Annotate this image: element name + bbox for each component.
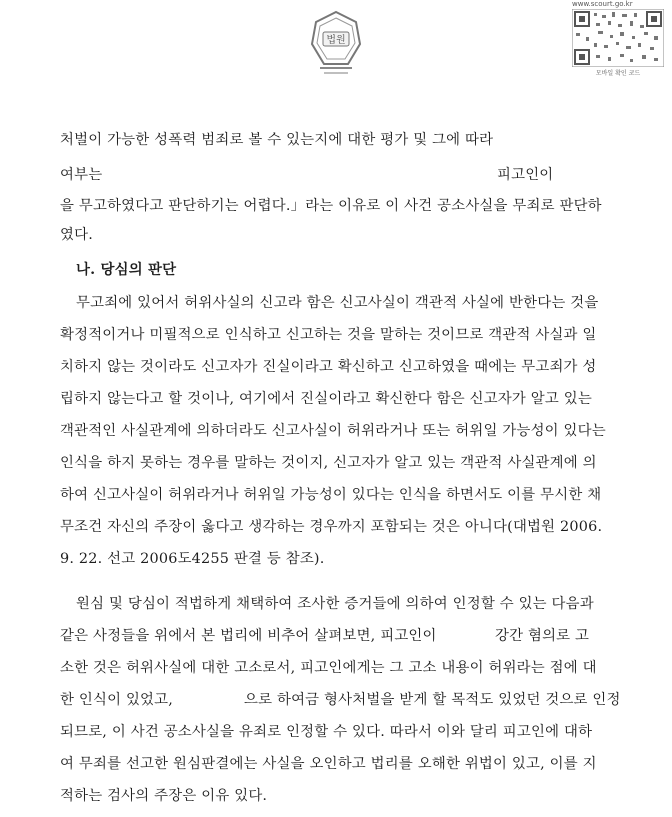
text-line: 되므로, 이 사건 공소사실을 유죄로 인정할 수 있다. 따라서 이와 달리 피고인에 대하 [60, 724, 593, 740]
text-line-fragment: 강간 혐의로 고 [495, 628, 590, 644]
text-line: 을 무고하였다고 판단하기는 어렵다.」라는 이유로 이 사건 공소사실을 무죄로 판단하 [60, 198, 602, 214]
text-line: 처벌이 가능한 성폭력 범죄로 볼 수 있는지에 대한 평가 및 그에 따라 [60, 132, 494, 148]
text-line: 였다. [60, 227, 93, 243]
section-heading: 나. 당심의 판단 [76, 261, 177, 278]
text-line: 9. 22. 선고 2006도4255 판결 등 참조). [60, 551, 325, 567]
text-line: 치하지 않는 것이라도 신고자가 진실이라고 확신하고 신고하였을 때에는 무고죄가 성 [60, 359, 597, 375]
qr-url: www.scourt.go.kr [572, 0, 633, 8]
court-seal-icon [306, 8, 366, 78]
text-line-fragment: 피고인이 [497, 167, 554, 183]
text-line: 같은 사정들을 위에서 본 법리에 비추어 살펴보면, 피고인이 [60, 628, 437, 644]
text-line: 하여 신고사실이 허위라거나 허위일 가능성이 있다는 인식을 하면서도 이를 무시한 채 [60, 487, 602, 503]
text-line: 여부는 [60, 167, 103, 183]
qr-code-icon [572, 9, 664, 67]
qr-caption: 모바일 확인 코드 [595, 70, 641, 77]
text-line: 여 무죄를 선고한 원심판결에는 사실을 오인하고 법리를 오해한 위법이 있고, 이를 지 [60, 756, 597, 772]
text-line-fragment: 으로 하여금 형사처벌을 받게 할 목적도 있었던 것으로 인정 [244, 692, 621, 708]
text-line: 무고죄에 있어서 허위사실의 신고라 함은 신고사실이 객관적 사실에 반한다는 것을 [76, 295, 599, 311]
court-seal-label: 법원 [326, 35, 346, 46]
text-line: 인식을 하지 못하는 경우를 말하는 것이지, 신고자가 알고 있는 객관적 사실관계에 의 [60, 455, 597, 471]
text-line: 적하는 검사의 주장은 이유 있다. [60, 788, 268, 804]
text-line: 원심 및 당심이 적법하게 채택하여 조사한 증거들에 의하여 인정할 수 있는 다음과 [76, 596, 594, 612]
text-line: 무조건 자신의 주장이 옳다고 생각하는 경우까지 포함되는 것은 아니다(대법원 2006. [60, 519, 603, 535]
text-line: 객관적인 사실관계에 의하더라도 신고사실이 허위라거나 또는 허위일 가능성이 있다는 [60, 423, 606, 439]
text-line: 립하지 않는다고 할 것이나, 여기에서 진실이라고 확신한다 함은 신고자가 알고 있는 [60, 391, 592, 407]
text-line: 소한 것은 허위사실에 대한 고소로서, 피고인에게는 그 고소 내용이 허위라는 점에 대 [60, 660, 597, 676]
text-line: 확정적이거나 미필적으로 인식하고 신고하는 것을 말하는 것이므로 객관적 사실과 일 [60, 327, 597, 343]
text-line: 한 인식이 있었고, [60, 692, 174, 708]
